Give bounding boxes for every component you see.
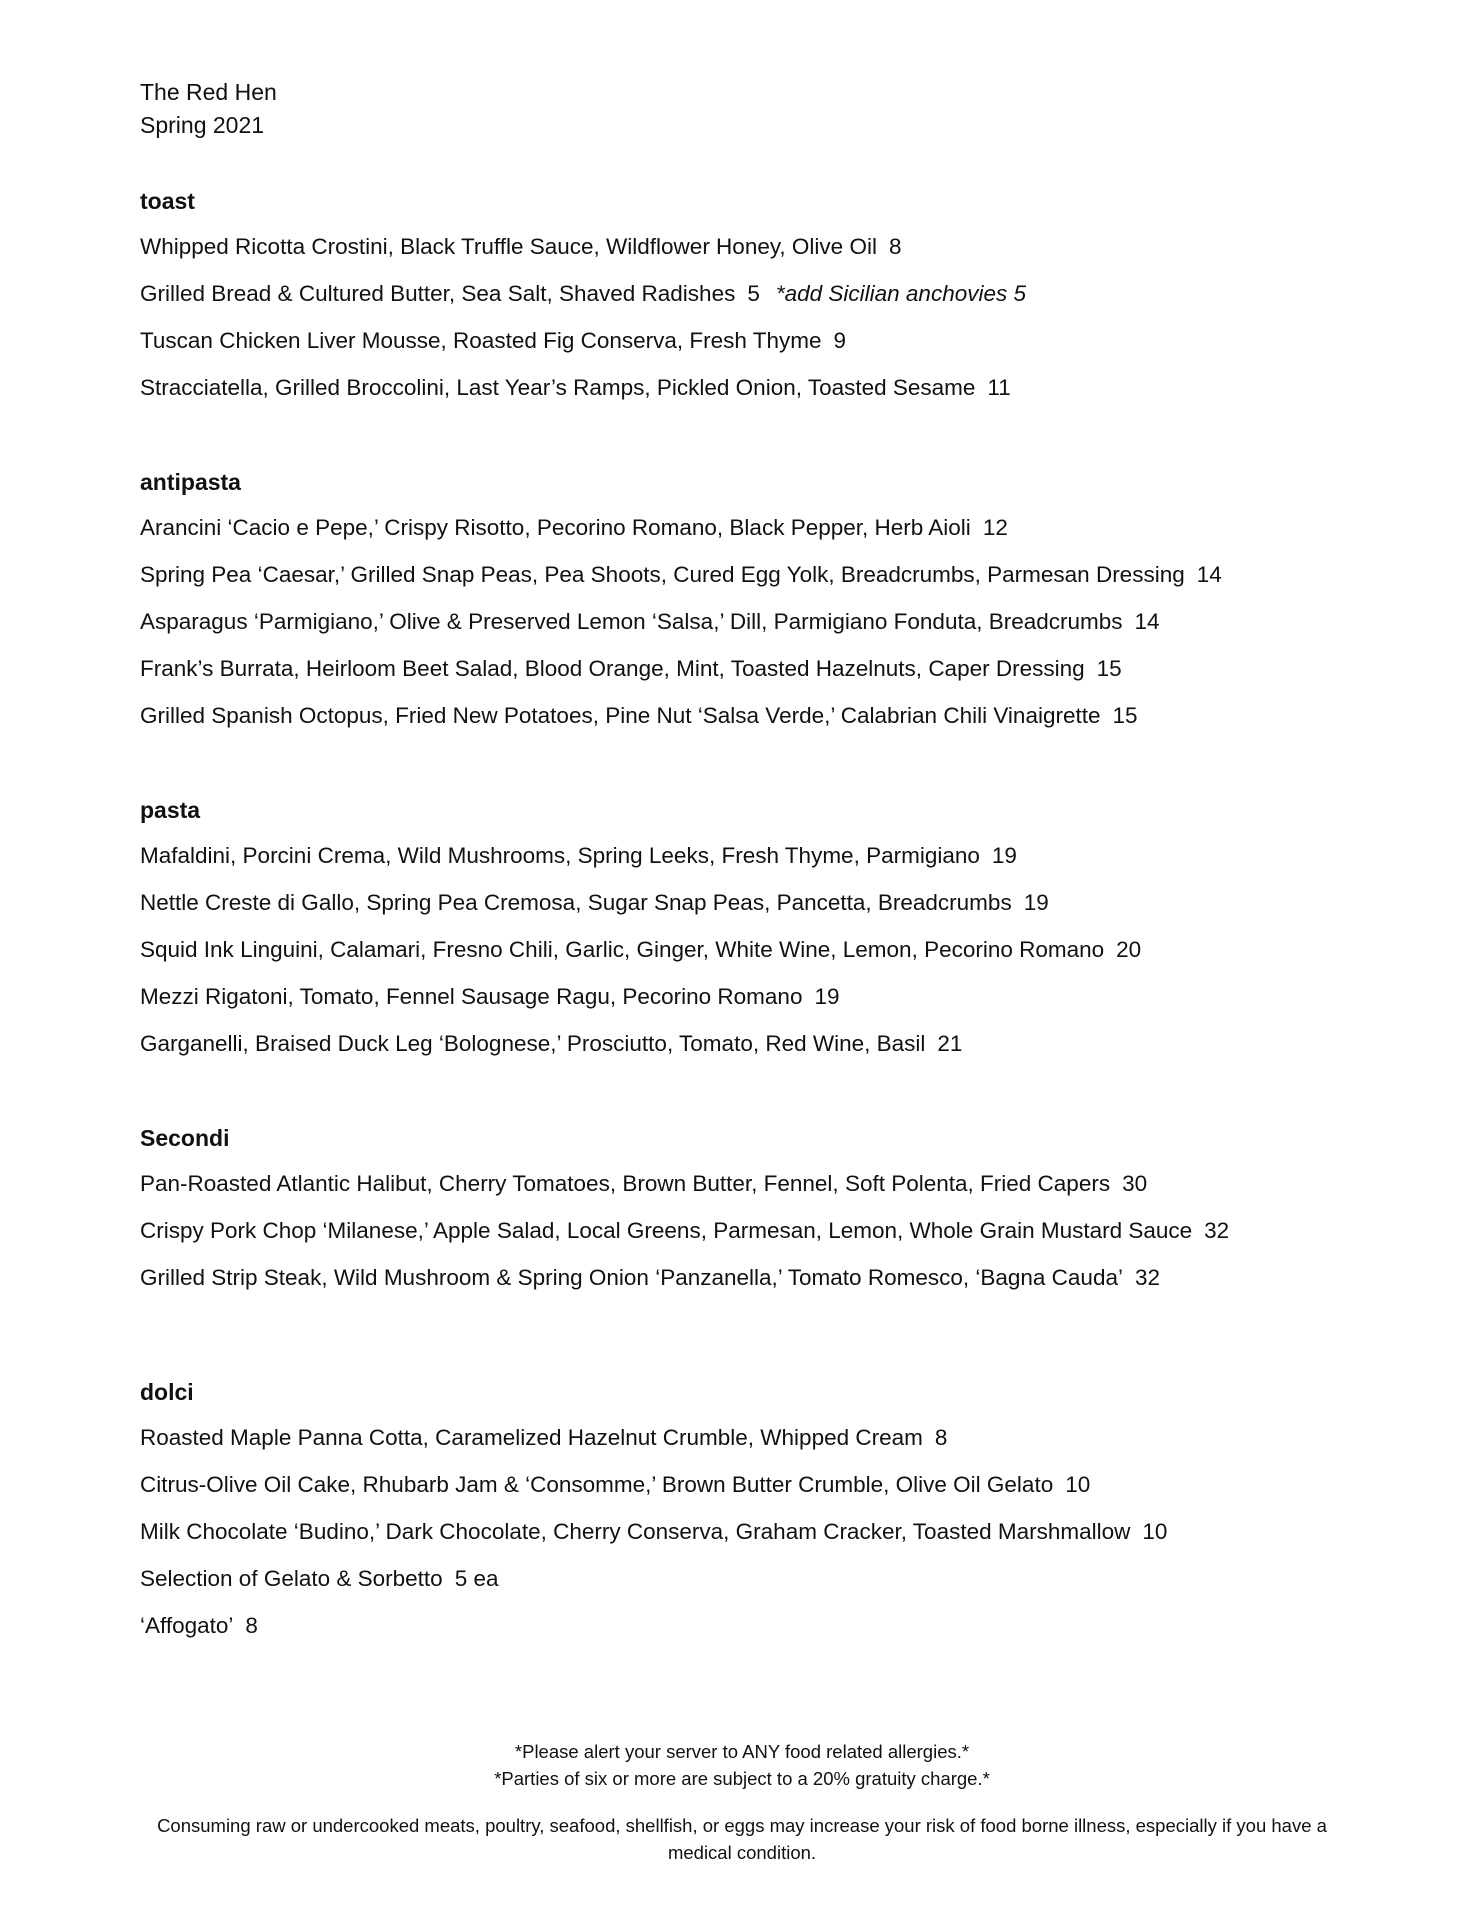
menu-item xyxy=(140,1611,1360,1658)
gratuity-notice: *Parties of six or more are subject to a 20% gratuity charge.* xyxy=(494,1768,990,1789)
item-price: 8 xyxy=(934,1425,948,1450)
item-name: Garganelli, Braised Duck Leg ‘Bolognese,’ Prosciutto, Tomato, Red Wine, Basil xyxy=(140,1031,926,1056)
item-name: Tuscan Chicken Liver Mousse, Roasted Fig Conserva, Fresh Thyme xyxy=(140,328,822,353)
item-name: Squid Ink Linguini, Calamari, Fresno Chili, Garlic, Ginger, White Wine, Lemon, Pecorino Romano xyxy=(140,937,1105,962)
item-price: 10 xyxy=(1142,1519,1168,1544)
menu-item xyxy=(140,513,1360,560)
menu-item xyxy=(140,1470,1360,1517)
menu-item xyxy=(140,701,1360,748)
item-name: Pan-Roasted Atlantic Halibut, Cherry Tomatoes, Brown Butter, Fennel, Soft Polenta, Fried Capers xyxy=(140,1171,1111,1196)
item-price: 14 xyxy=(1134,609,1160,634)
season-label: Spring 2021 xyxy=(140,112,265,138)
section-pasta xyxy=(140,795,1360,1076)
item-price: 9 xyxy=(833,328,847,353)
menu-item xyxy=(140,607,1360,654)
section-toast xyxy=(140,186,1360,420)
menu-item xyxy=(140,1517,1360,1564)
menu-item xyxy=(140,279,1360,326)
menu-item xyxy=(140,841,1360,888)
item-price: 8 xyxy=(245,1613,258,1638)
item-name: Mezzi Rigatoni, Tomato, Fennel Sausage Ragu, Pecorino Romano xyxy=(140,984,803,1009)
item-price: 30 xyxy=(1122,1171,1148,1196)
menu-header xyxy=(140,76,277,142)
item-name: ‘Affogato’ xyxy=(140,1613,234,1638)
item-price: 12 xyxy=(982,515,1008,540)
item-name: Stracciatella, Grilled Broccolini, Last Year’s Ramps, Pickled Onion, Toasted Sesame xyxy=(140,375,976,400)
menu-item xyxy=(140,654,1360,701)
item-name: Arancini ‘Cacio e Pepe,’ Crispy Risotto, Pecorino Romano, Black Pepper, Herb Aioli xyxy=(140,515,971,540)
item-price: 11 xyxy=(987,375,1011,400)
section-title: toast xyxy=(140,188,195,214)
section-dolci xyxy=(140,1377,1360,1658)
item-name: Spring Pea ‘Caesar,’ Grilled Snap Peas, Pea Shoots, Cured Egg Yolk, Breadcrumbs, Parmesan Dressing xyxy=(140,562,1185,587)
item-name: Roasted Maple Panna Cotta, Caramelized Hazelnut Crumble, Whipped Cream xyxy=(140,1425,923,1450)
item-price: 19 xyxy=(991,843,1017,868)
item-name: Asparagus ‘Parmigiano,’ Olive & Preserved Lemon ‘Salsa,’ Dill, Parmigiano Fonduta, Breadcrumbs xyxy=(140,609,1123,634)
item-addon: *add Sicilian anchovies 5 xyxy=(775,281,1027,306)
item-price: 32 xyxy=(1134,1265,1160,1290)
item-price: 21 xyxy=(937,1031,963,1056)
allergy-notice: *Please alert your server to ANY food related allergies.* xyxy=(514,1741,970,1762)
health-warning-block xyxy=(140,1812,1344,1866)
section-antipasta xyxy=(140,467,1360,748)
section-title: dolci xyxy=(140,1379,194,1405)
item-name: Selection of Gelato & Sorbetto xyxy=(140,1566,443,1591)
item-name: Frank’s Burrata, Heirloom Beet Salad, Blood Orange, Mint, Toasted Hazelnuts, Caper Dressing xyxy=(140,656,1085,681)
item-price: 8 xyxy=(888,234,902,259)
menu-item xyxy=(140,1169,1360,1216)
section-title: Secondi xyxy=(140,1125,230,1151)
menu-item xyxy=(140,373,1360,420)
menu-item xyxy=(140,1216,1360,1263)
item-name: Mafaldini, Porcini Crema, Wild Mushrooms, Spring Leeks, Fresh Thyme, Parmigiano xyxy=(140,843,980,868)
section-secondi xyxy=(140,1123,1360,1310)
item-name: Grilled Spanish Octopus, Fried New Potatoes, Pine Nut ‘Salsa Verde,’ Calabrian Chili Vinaigrette xyxy=(140,703,1101,728)
menu-item xyxy=(140,888,1360,935)
section-title: antipasta xyxy=(140,469,241,495)
item-name: Nettle Creste di Gallo, Spring Pea Cremosa, Sugar Snap Peas, Pancetta, Breadcrumbs xyxy=(140,890,1012,915)
item-name: Grilled Strip Steak, Wild Mushroom & Spring Onion ‘Panzanella,’ Tomato Romesco, ‘Bagna Cauda’ xyxy=(140,1265,1123,1290)
item-price: 32 xyxy=(1204,1218,1230,1243)
item-price: 14 xyxy=(1196,562,1222,587)
item-price: 19 xyxy=(814,984,840,1009)
item-price: 5 xyxy=(747,281,760,306)
menu-item xyxy=(140,1564,1360,1611)
item-price: 19 xyxy=(1023,890,1049,915)
menu-item xyxy=(140,1423,1360,1470)
health-warning: Consuming raw or undercooked meats, poultry, seafood, shellfish, or eggs may increase your risk of food borne illness, especially if you have a medical condition. xyxy=(157,1815,1327,1863)
footer-notices xyxy=(140,1738,1344,1792)
item-price: 20 xyxy=(1116,937,1142,962)
item-name: Grilled Bread & Cultured Butter, Sea Salt, Shaved Radishes xyxy=(140,281,736,306)
item-price: 15 xyxy=(1096,656,1122,681)
item-name: Crispy Pork Chop ‘Milanese,’ Apple Salad, Local Greens, Parmesan, Lemon, Whole Grain Mustard Sauce xyxy=(140,1218,1193,1243)
menu-item xyxy=(140,560,1360,607)
menu-item xyxy=(140,232,1360,279)
restaurant-name: The Red Hen xyxy=(140,79,277,105)
section-title: pasta xyxy=(140,797,201,823)
menu-item xyxy=(140,982,1360,1029)
menu-item xyxy=(140,935,1360,982)
item-price: 5 ea xyxy=(454,1566,499,1591)
item-price: 10 xyxy=(1065,1472,1091,1497)
menu-item xyxy=(140,1263,1360,1310)
menu-item xyxy=(140,1029,1360,1076)
item-name: Citrus-Olive Oil Cake, Rhubarb Jam & ‘Consomme,’ Brown Butter Crumble, Olive Oil Gelato xyxy=(140,1472,1054,1497)
item-price: 15 xyxy=(1112,703,1138,728)
menu-item xyxy=(140,326,1360,373)
item-name: Milk Chocolate ‘Budino,’ Dark Chocolate, Cherry Conserva, Graham Cracker, Toasted Marshmallow xyxy=(140,1519,1131,1544)
item-name: Whipped Ricotta Crostini, Black Truffle Sauce, Wildflower Honey, Olive Oil xyxy=(140,234,877,259)
